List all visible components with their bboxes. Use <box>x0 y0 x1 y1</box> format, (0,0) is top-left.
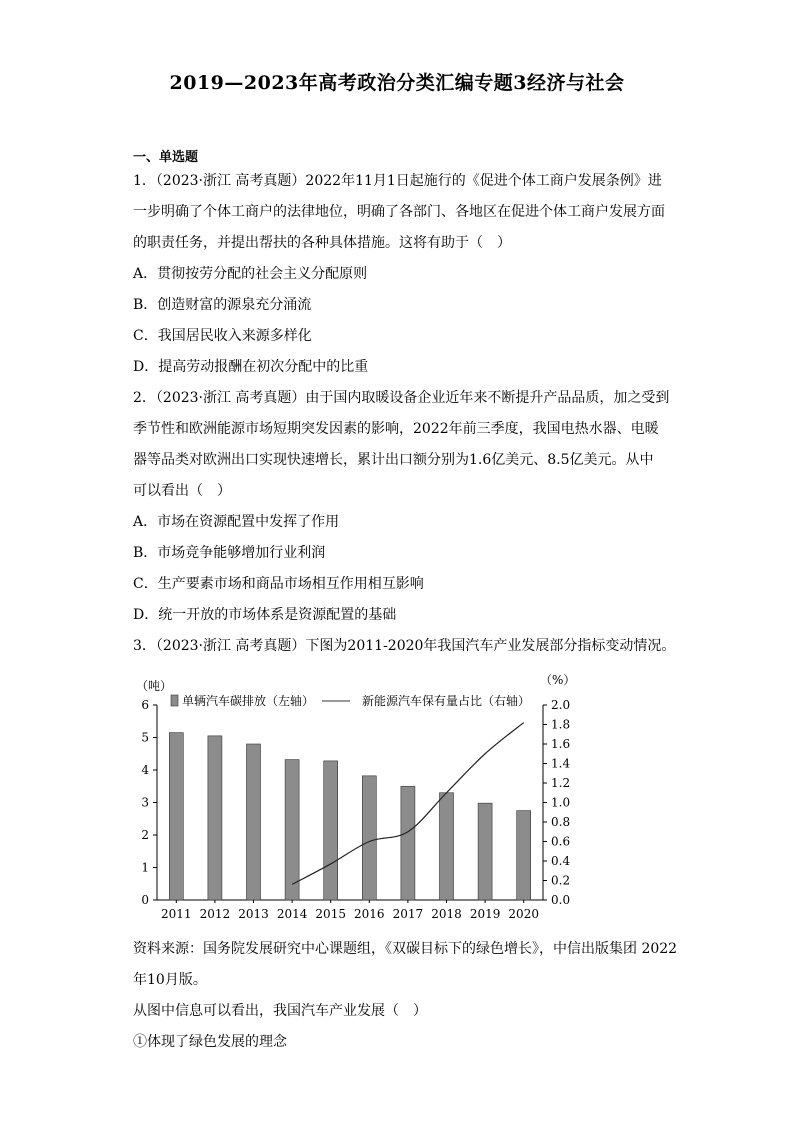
bar-2020 <box>517 811 531 900</box>
right-axis-unit: （%） <box>540 673 576 687</box>
right-tick-label: 0.0 <box>551 893 571 907</box>
bar-2019 <box>478 803 492 900</box>
bar-2011 <box>169 733 183 900</box>
q3-line-1: 3．（2023·浙江 高考真题）下图为2011-2020年我国汽车产业发展部分指标变动情况。 <box>133 638 676 654</box>
left-tick-label: 5 <box>141 730 149 745</box>
right-tick-label: 1.0 <box>551 795 571 810</box>
x-tick-label: 2019 <box>469 907 501 921</box>
q2-option-c: C．生产要素市场和商品市场相互作用相互影响 <box>133 576 424 592</box>
q1-line-1: 1．（2023·浙江 高考真题）2022年11月1日起施行的《促进个体工商户发展条例》进 <box>133 173 662 189</box>
right-tick-label: 1.6 <box>551 737 571 751</box>
left-tick-label: 2 <box>141 828 149 842</box>
x-tick-label: 2015 <box>315 907 346 921</box>
bar-2014 <box>285 760 299 900</box>
bar-2015 <box>324 761 338 900</box>
x-tick-label: 2011 <box>161 907 192 921</box>
x-tick-label: 2013 <box>238 907 269 921</box>
x-tick-label: 2018 <box>431 907 462 921</box>
q2-option-b: B．市场竞争能够增加行业利润 <box>133 545 326 561</box>
left-tick-label: 1 <box>141 860 149 875</box>
left-tick-label: 6 <box>141 698 149 712</box>
x-tick-label: 2012 <box>199 907 231 921</box>
q2-option-d: D．统一开放的市场体系是资源配置的基础 <box>133 607 397 623</box>
plot-area <box>141 698 570 921</box>
left-tick-label: 0 <box>141 893 149 907</box>
q2-line-1: 2．（2023·浙江 高考真题）由于国内取暖设备企业近年来不断提升产品品质，加之受到 <box>133 390 670 406</box>
q1-option-b: B．创造财富的源泉充分涌流 <box>133 297 312 313</box>
carbon-chart <box>130 672 580 932</box>
right-tick-label: 1.2 <box>551 776 571 790</box>
q1-line-3: 的职责任务，并提出帮扶的各种具体措施。这将有助于（ ） <box>133 235 511 251</box>
bar-2017 <box>401 786 415 900</box>
bar-2012 <box>208 736 222 900</box>
bar-2018 <box>440 793 454 900</box>
page-title: 2019—2023年高考政治分类汇编专题3经济与社会 <box>169 72 625 94</box>
q1-option-a: A．贯彻按劳分配的社会主义分配原则 <box>133 266 368 282</box>
right-tick-label: 1.8 <box>551 717 571 732</box>
q2-option-a: A．市场在资源配置中发挥了作用 <box>133 514 340 530</box>
bar-2016 <box>362 776 376 900</box>
q3-item-1: ①体现了绿色发展的理念 <box>133 1034 287 1050</box>
q2-line-2: 季节性和欧洲能源市场短期突发因素的影响，2022年前三季度，我国电热水器、电暖 <box>133 421 659 437</box>
q1-option-d: D．提高劳动报酬在初次分配中的比重 <box>133 359 369 375</box>
x-tick-label: 2014 <box>276 907 308 921</box>
q1-option-c: C．我国居民收入来源多样化 <box>133 328 312 344</box>
q3-source-line-1: 资料来源：国务院发展研究中心课题组，《双碳目标下的绿色增长》，中信出版集团 2022 <box>133 941 678 957</box>
q3-stem: 从图中信息可以看出，我国汽车产业发展（ ） <box>133 1003 427 1019</box>
legend-bar-label: 单辆汽车碳排放（左轴） <box>182 694 315 708</box>
q2-line-4: 可以看出（ ） <box>133 483 231 499</box>
right-tick-label: 0.6 <box>551 834 571 849</box>
left-tick-label: 3 <box>141 795 149 810</box>
right-tick-label: 0.8 <box>551 815 571 829</box>
section-heading: 一、单选题 <box>133 150 199 165</box>
right-tick-label: 1.4 <box>551 756 571 771</box>
q1-line-2: 一步明确了个体工商户的法律地位，明确了各部门、各地区在促进个体工商户发展方面 <box>133 204 665 220</box>
bar-2013 <box>247 744 261 900</box>
x-tick-label: 2016 <box>354 907 385 921</box>
q3-source-line-2: 年10月版。 <box>133 972 207 988</box>
right-tick-label: 0.4 <box>551 854 571 868</box>
left-tick-label: 4 <box>141 763 149 777</box>
legend-bar-swatch <box>171 695 178 706</box>
left-axis-unit: （吨） <box>136 679 173 693</box>
right-tick-label: 2.0 <box>551 698 571 712</box>
legend-line-label: 新能源汽车保有量占比（右轴） <box>362 694 531 708</box>
right-tick-label: 0.2 <box>551 873 571 888</box>
q2-line-3: 器等品类对欧洲出口实现快速增长，累计出口额分别为1.6亿美元、8.5亿美元。从中 <box>133 452 654 468</box>
x-tick-label: 2020 <box>508 907 539 921</box>
x-tick-label: 2017 <box>392 907 424 921</box>
